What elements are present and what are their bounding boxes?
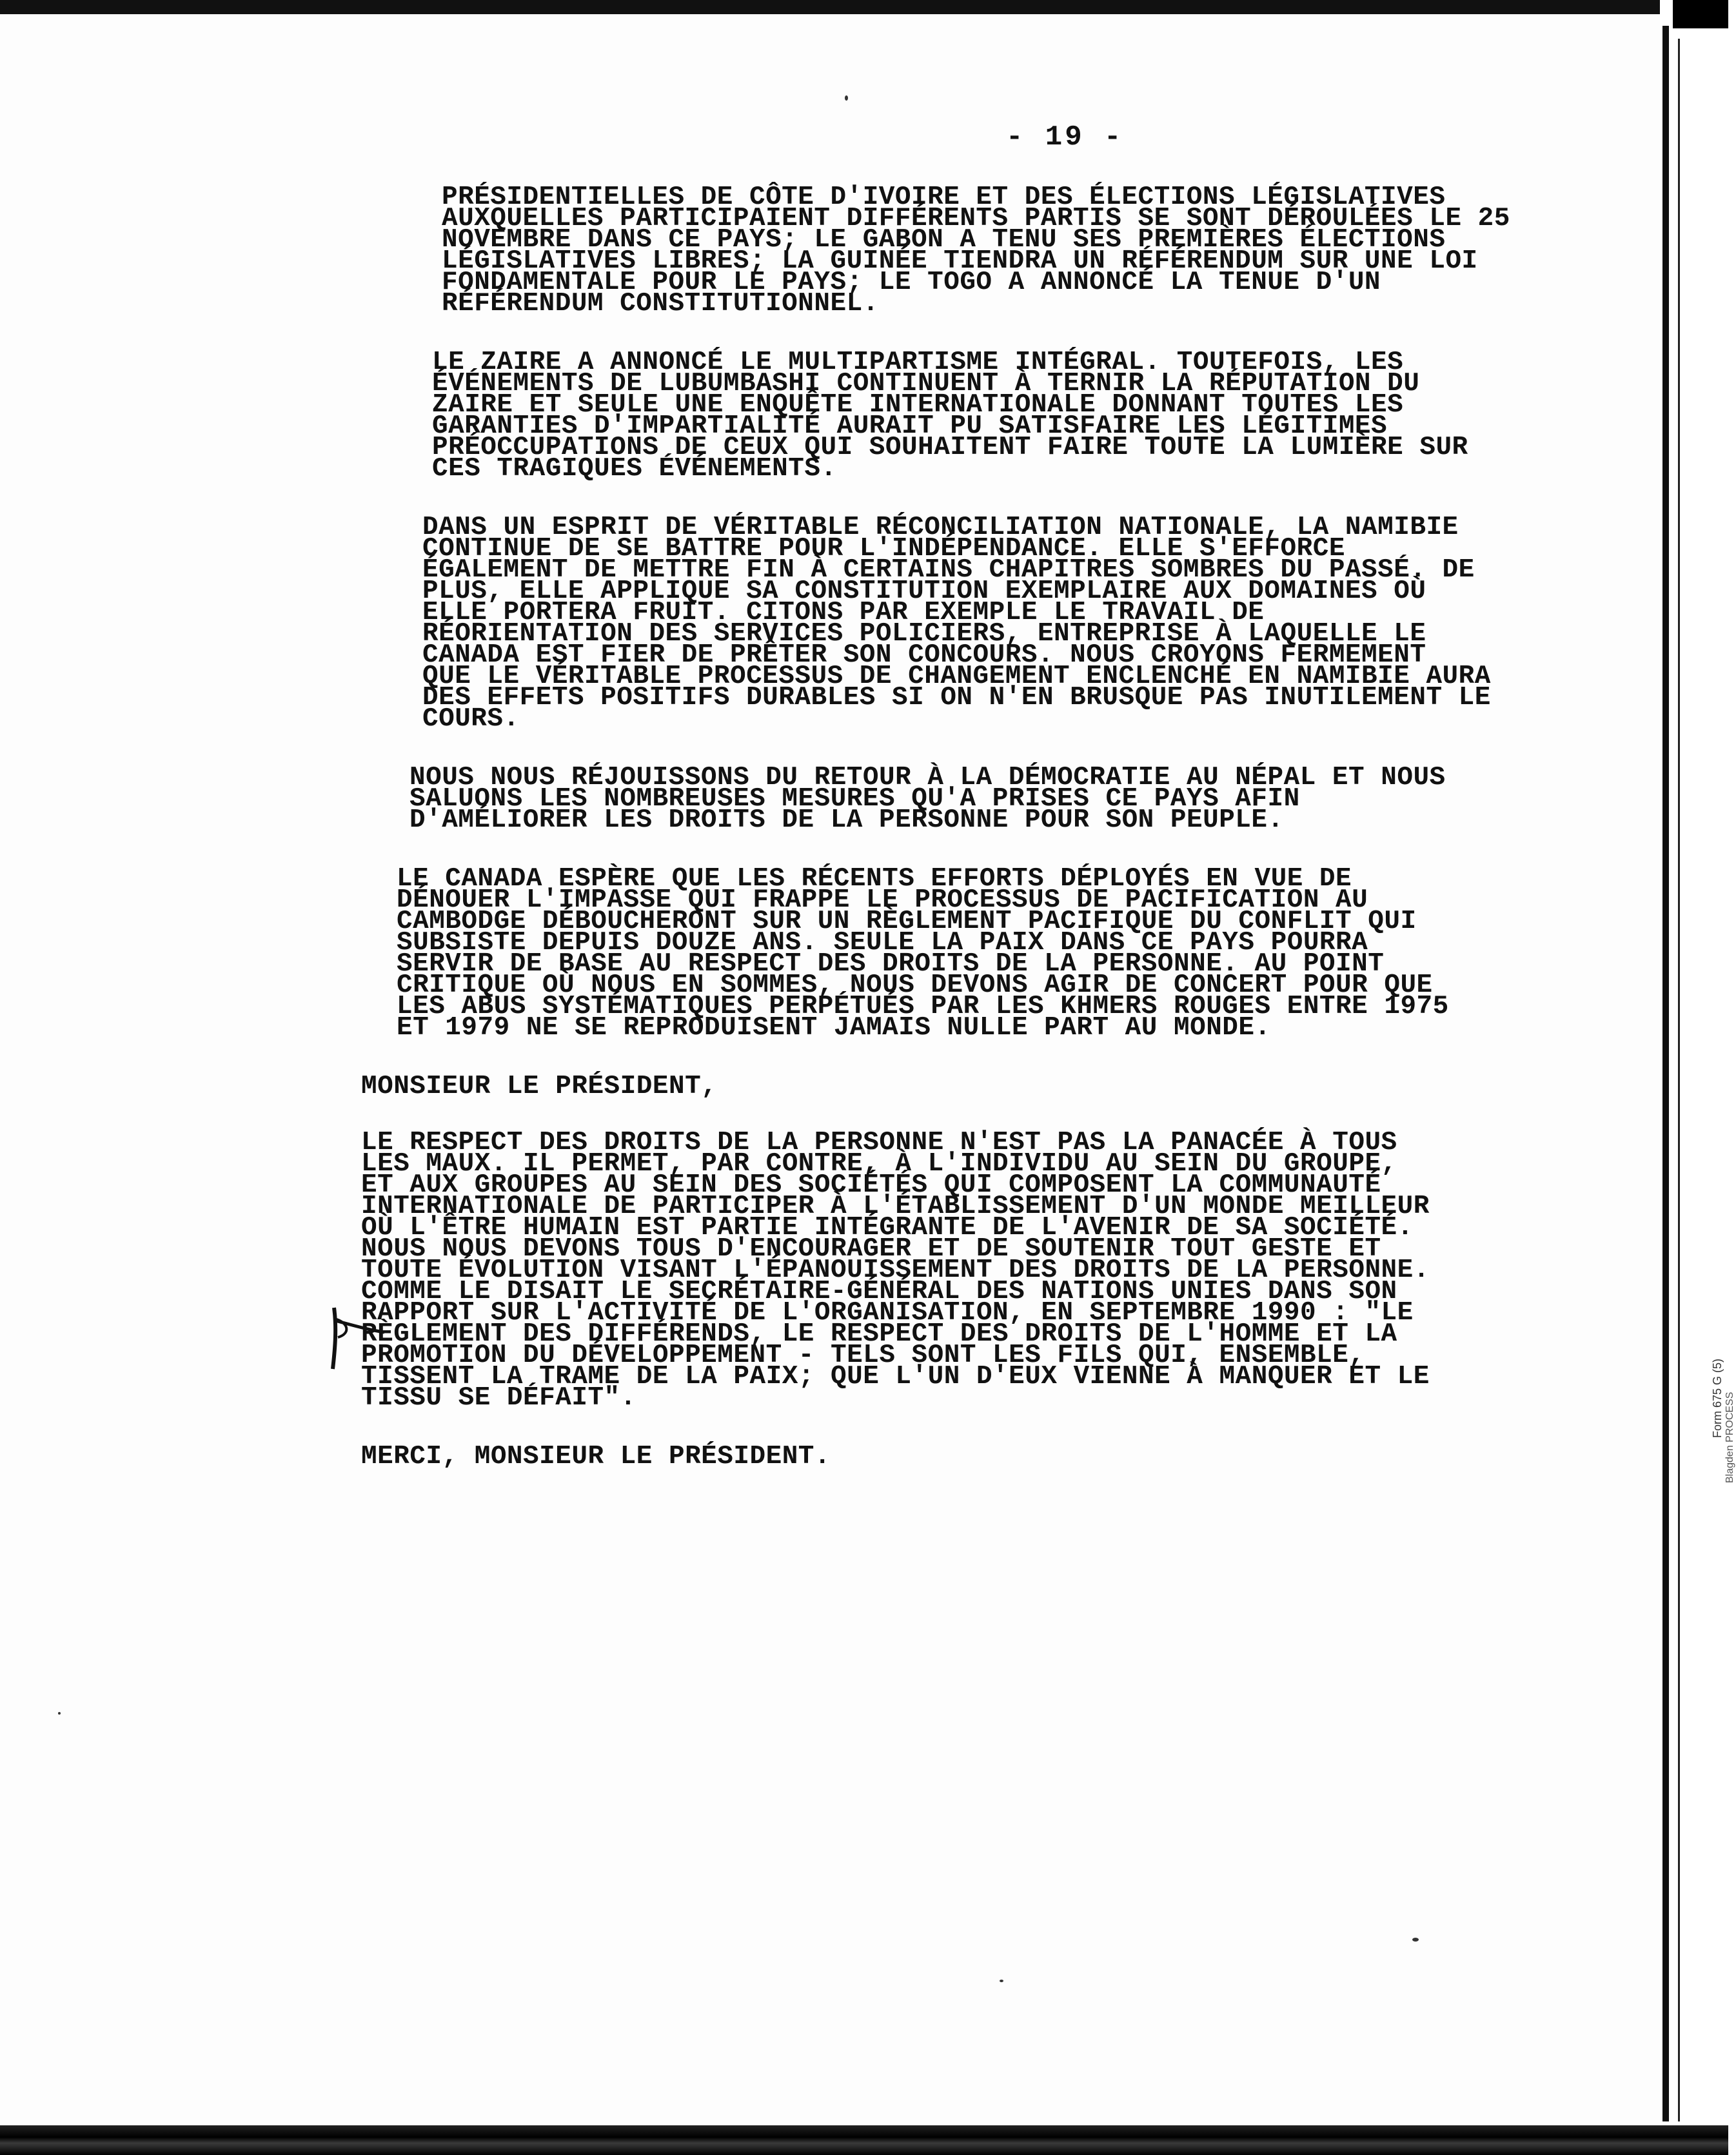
scan-corner-shadow xyxy=(1673,0,1728,28)
scan-speck xyxy=(58,1712,61,1715)
salutation: MONSIEUR LE PRÉSIDENT, xyxy=(361,1072,718,1101)
paragraph-droits-personne: LE RESPECT DES DROITS DE LA PERSONNE N'EST PAS LA PANACÉE À TOUS LES MAUX. IL PERMET, PAR CONTRE, À L'INDIVIDU AU SEIN DU GROUPE, ET AUX GROUPES AU SEIN DES SOCIÉTÉS QUI COMPOSENT LA COMMUNAUTÉ INTERNATIONALE DE PARTICIPER À L'ÉTABLISSEMENT D'UN MONDE MEILLEUR OÙ L'ÊTRE HUMAIN EST PARTIE INTÉGRANTE DE L'AVENIR DE SA SOCIÉTÉ. NOUS NOUS DEVONS TOUS D'ENCOURAGER ET DE SOUTENIR TOUT GESTE ET TOUTE ÉVOLUTION VISANT L'ÉPANOUISSEMENT DES DROITS DE LA PERSONNE. COMME LE DISAIT LE SECRÉTAIRE-GÉNÉRAL DES NATIONS UNIES DANS SON RAPPORT SUR L'ACTIVITÉ DE L'ORGANISATION, EN SEPTEMBRE 1990 : "LE RÈGLEMENT DES DIFFÉRENDS, LE RESPECT DES DROITS DE L'HOMME ET LA PROMOTION DU DÉVELOPPEMENT - TELS SONT LES FILS QUI, ENSEMBLE, TISSENT LA TRAME DE LA PAIX; QUE L'UN D'EUX VIENNE À MANQUER ET LE TISSU SE DÉFAIT". xyxy=(361,1128,1430,1413)
paragraph-namibie: DANS UN ESPRIT DE VÉRITABLE RÉCONCILIATION NATIONALE, LA NAMIBIE CONTINUE DE SE BATTRE POUR L'INDÉPENDANCE. ELLE S'EFFORCE ÉGALEMENT DE METTRE FIN À CERTAINS CHAPITRES SOMBRES DU PASSÉ. DE PLUS, ELLE APPLIQUE SA CONSTITUTION EXEMPLAIRE AUX DOMAINES OÙ ELLE PORTERA FRUIT. CITONS PAR EXEMPLE LE TRAVAIL DE RÉORIENTATION DES SERVICES POLICIERS, ENTREPRISE À LAQUELLE LE CANADA EST FIER DE PRÊTER SON CONCOURS. NOUS CROYONS FERMEMENT QUE LE VÉRITABLE PROCESSUS DE CHANGEMENT ENCLENCHÉ EN NAMIBIE AURA DES EFFETS POSITIFS DURABLES SI ON N'EN BRUSQUE PAS INUTILEMENT LE COURS. xyxy=(422,513,1491,734)
closing-line: MERCI, MONSIEUR LE PRÉSIDENT. xyxy=(361,1442,831,1471)
paragraph-elections: PRÉSIDENTIELLES DE CÔTE D'IVOIRE ET DES ÉLECTIONS LÉGISLATIVES AUXQUELLES PARTICIPAIENT DIFFÉRENTS PARTIS SE SONT DÉROULÉES LE 25 NOVEMBRE DANS CE PAYS; LE GABON A TENU SES PREMIÈRES ÉLECTIONS LÉGISLATIVES LIBRES; LA GUINÉE TIENDRA UN RÉFÉRENDUM SUR UNE LOI FONDAMENTALE POUR LE PAYS; LE TOGO A ANNONCÉ LA TENUE D'UN RÉFÉRENDUM CONSTITUTIONNEL. xyxy=(442,182,1510,319)
paragraph-nepal: NOUS NOUS RÉJOUISSONS DU RETOUR À LA DÉMOCRATIE AU NÉPAL ET NOUS SALUONS LES NOMBREUSES MESURES QU'A PRISES CE PAYS AFIN D'AMÉLIORER LES DROITS DE LA PERSONNE POUR SON PEUPLE. xyxy=(409,763,1446,835)
scan-right-edge xyxy=(1660,0,1728,2155)
side-form-label-2: Blagden PROCESS xyxy=(1724,1392,1735,1483)
side-form-label: Form 675 G (5) xyxy=(1711,1358,1724,1438)
binding-edge-line-inner xyxy=(1678,39,1680,2121)
page-number: - 19 - xyxy=(1006,121,1124,153)
scan-speck xyxy=(1000,1980,1003,1982)
scan-speck xyxy=(1412,1938,1419,1942)
binding-edge-line xyxy=(1662,26,1669,2121)
handwritten-margin-mark xyxy=(329,1301,387,1372)
scan-top-edge xyxy=(0,0,1728,14)
scan-speck xyxy=(845,95,848,101)
scan-bottom-edge xyxy=(0,2125,1728,2155)
paragraph-cambodge: LE CANADA ESPÈRE QUE LES RÉCENTS EFFORTS DÉPLOYÉS EN VUE DE DÉNOUER L'IMPASSE QUI FRAPPE LE PROCESSUS DE PACIFICATION AU CAMBODGE DÉBOUCHERONT SUR UN RÈGLEMENT PACIFIQUE DU CONFLIT QUI SUBSISTE DEPUIS DOUZE ANS. SEULE LA PAIX DANS CE PAYS POURRA SERVIR DE BASE AU RESPECT DES DROITS DE LA PERSONNE. AU POINT CRITIQUE OÙ NOUS EN SOMMES, NOUS DEVONS AGIR DE CONCERT POUR QUE LES ABUS SYSTÉMATIQUES PERPÉTUÉS PAR LES KHMERS ROUGES ENTRE 1975 ET 1979 NE SE REPRODUISENT JAMAIS NULLE PART AU MONDE. xyxy=(397,864,1449,1043)
document-body xyxy=(361,182,1644,1505)
paragraph-zaire: LE ZAIRE A ANNONCÉ LE MULTIPARTISME INTÉGRAL. TOUTEFOIS, LES ÉVÉNEMENTS DE LUBUMBASHI CONTINUENT À TERNIR LA RÉPUTATION DU ZAIRE ET SEULE UNE ENQUÊTE INTERNATIONALE DONNANT TOUTES LES GARANTIES D'IMPARTIALITÉ AURAIT PU SATISFAIRE LES LÉGITIMES PRÉOCCUPATIONS DE CEUX QUI SOUHAITENT FAIRE TOUTE LA LUMIÈRE SUR CES TRAGIQUES ÉVÉNEMENTS. xyxy=(432,348,1468,484)
